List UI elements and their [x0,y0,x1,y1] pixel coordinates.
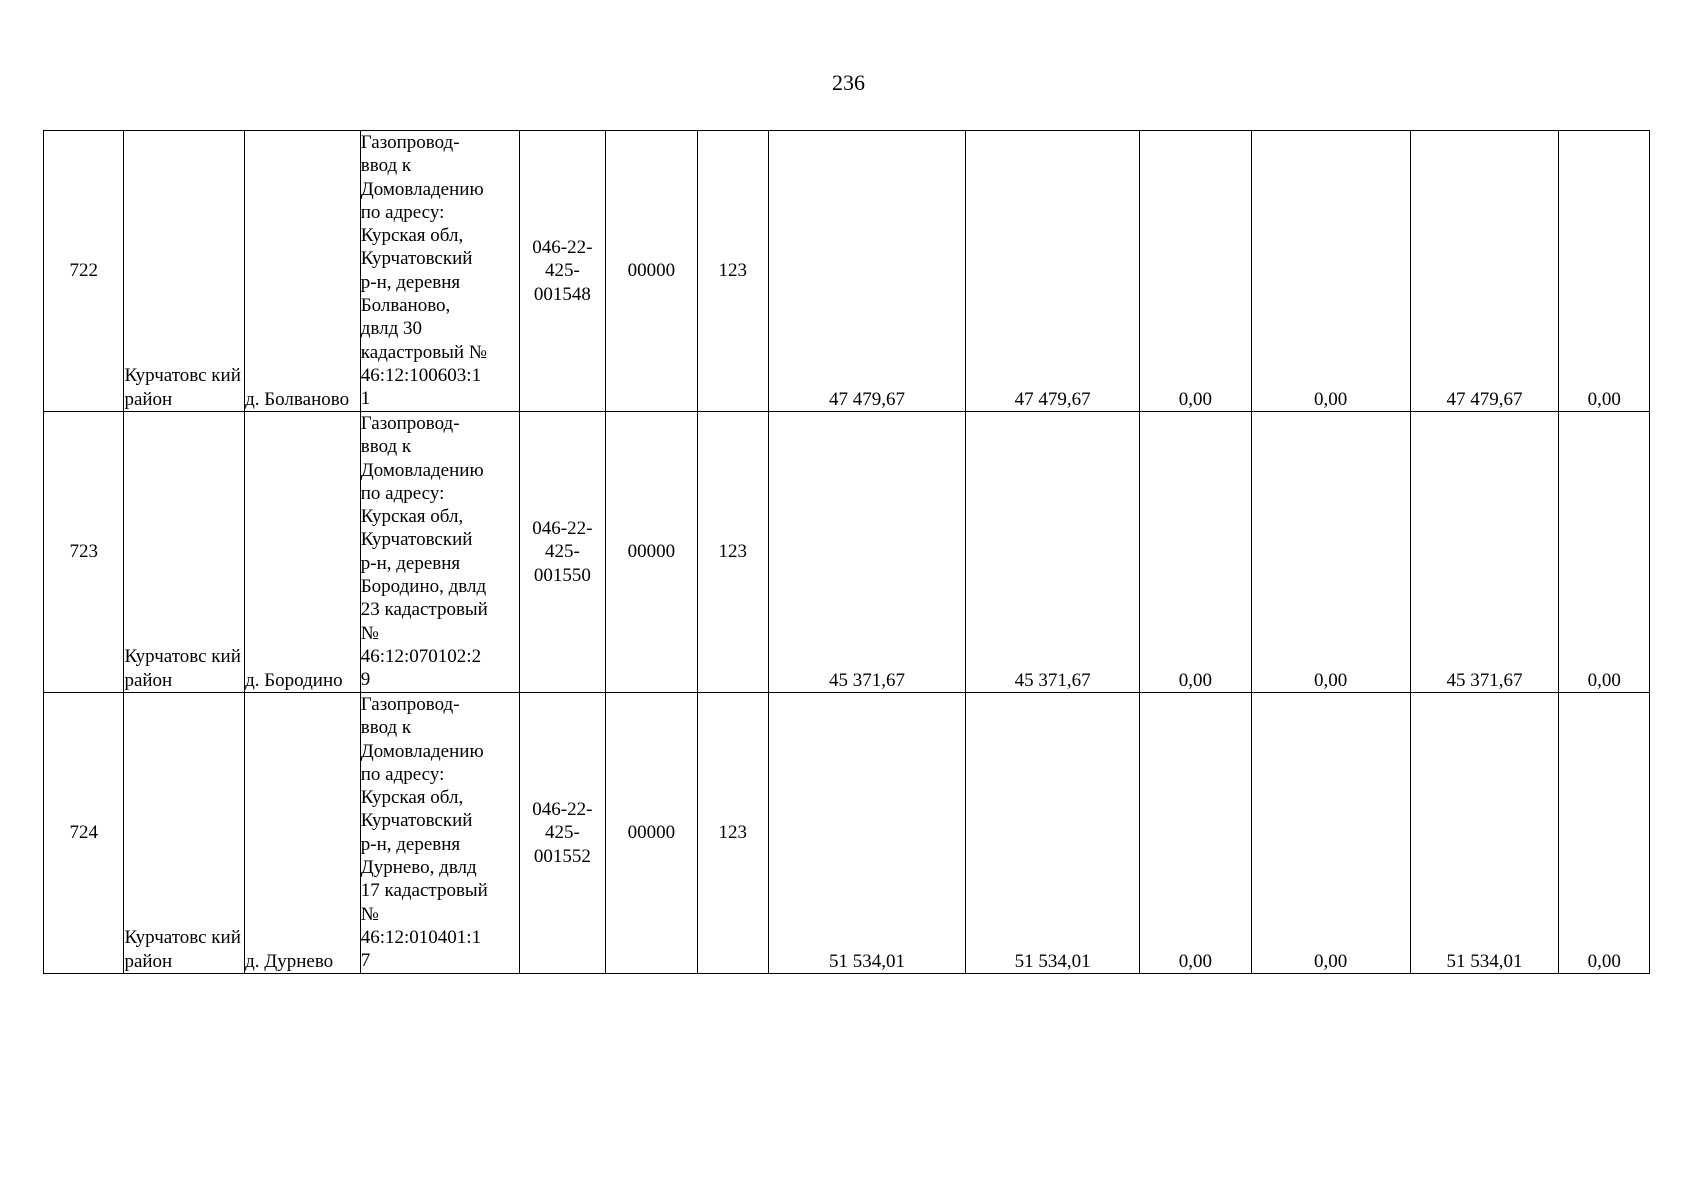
value-cell-5 [1410,693,1559,974]
village-cell-text: д. Дурнево [245,950,334,972]
object-description-line: Бородино, двлд [360,576,487,598]
object-description-line: по адресу: [360,482,445,504]
object-description-line: № [360,903,379,925]
district-cell [124,131,245,412]
value-cell-6 [1559,412,1650,693]
object-description-line: 46:12:100603:1 [360,364,482,386]
object-description-line: ввод к [360,155,412,177]
value-cell-5-text: 51 534,01 [1446,950,1523,972]
object-description-cell [360,131,519,412]
value-cell-2-text: 51 534,01 [1014,950,1091,972]
okof-cell-text: 123 [718,822,748,844]
value-cell-6-text: 0,00 [1587,669,1621,691]
object-description-line: двлд 30 [360,318,423,340]
district-cell-text: Курчатовс кий район [124,927,241,972]
code-cell [606,131,698,412]
value-cell-2-text: 47 479,67 [1014,388,1091,410]
okof-cell [697,412,768,693]
district-cell [124,412,245,693]
object-description-cell [360,693,519,974]
row-number-text: 724 [69,822,98,844]
value-cell-6-text: 0,00 [1587,388,1621,410]
table-row [44,412,1650,693]
value-cell-2 [966,131,1140,412]
inventory-number-cell [519,693,605,974]
okof-cell-text: 123 [718,260,748,282]
value-cell-3 [1140,693,1252,974]
object-description-line: Домовладению [360,740,484,762]
row-number-text: 723 [69,541,98,563]
value-cell-4 [1251,131,1410,412]
row-number [44,693,124,974]
object-description-line: Курская обл, [360,225,464,247]
value-cell-1-text: 45 371,67 [829,669,906,691]
inventory-number-cell-text: 046-22-425-001552 [532,799,593,867]
inventory-number-cell-text: 046-22-425-001550 [532,518,593,586]
code-cell-text: 00000 [627,822,676,844]
object-description-line: р-н, деревня [360,833,461,855]
object-description-line: 9 [360,669,371,691]
object-description-line: Газопровод- [360,413,460,434]
code-cell-text: 00000 [627,260,676,282]
inventory-number-cell-text: 046-22-425-001548 [532,237,593,305]
value-cell-3 [1140,131,1252,412]
object-description-line: 46:12:070102:2 [360,645,482,667]
village-cell-text: д. Бородино [245,669,343,691]
object-description-line: ввод к [360,717,412,739]
value-cell-5-text: 47 479,67 [1446,388,1523,410]
value-cell-2-text: 45 371,67 [1014,669,1091,691]
value-cell-5-text: 45 371,67 [1446,669,1523,691]
value-cell-4-text: 0,00 [1314,388,1348,410]
row-number [44,131,124,412]
okof-cell [697,131,768,412]
object-description-line: по адресу: [360,201,445,223]
object-description-line: Домовладению [360,459,484,481]
code-cell [606,693,698,974]
page-number: 236 [832,70,865,95]
object-description-cell [360,412,519,693]
object-description-line: кадастровый № [360,341,487,363]
value-cell-4 [1251,412,1410,693]
district-cell [124,693,245,974]
object-description-line: р-н, деревня [360,271,461,293]
inventory-number-cell [519,412,605,693]
value-cell-1 [769,131,966,412]
object-description-line: № [360,622,379,644]
object-description-line: 23 кадастровый [360,599,488,621]
village-cell [245,693,361,974]
value-cell-2 [966,412,1140,693]
row-number [44,412,124,693]
table-row [44,131,1650,412]
object-description-line: 17 кадастровый [360,880,488,902]
code-cell-text: 00000 [627,541,676,563]
value-cell-1 [769,693,966,974]
value-cell-6 [1559,131,1650,412]
row-number-text: 722 [69,260,98,282]
object-description-line: ввод к [360,436,412,458]
table-row [44,693,1650,974]
inventory-number-cell [519,131,605,412]
object-description-line: Газопровод- [360,132,460,153]
district-cell-text: Курчатовс кий район [124,365,241,410]
value-cell-3-text: 0,00 [1178,950,1212,972]
object-description-line: Курская обл, [360,787,464,809]
object-description-line: Дурнево, двлд [360,857,477,879]
registry-table [43,130,1650,974]
value-cell-4-text: 0,00 [1314,669,1348,691]
object-description-line: Курская обл, [360,506,464,528]
value-cell-1-text: 47 479,67 [829,388,906,410]
value-cell-3-text: 0,00 [1178,669,1212,691]
value-cell-3-text: 0,00 [1178,388,1212,410]
value-cell-4 [1251,693,1410,974]
value-cell-3 [1140,412,1252,693]
object-description-line: 46:12:010401:1 [360,926,482,948]
okof-cell [697,693,768,974]
okof-cell-text: 123 [718,541,748,563]
value-cell-6 [1559,693,1650,974]
value-cell-5 [1410,131,1559,412]
village-cell-text: д. Болваново [245,388,350,410]
village-cell [245,131,361,412]
object-description-line: Курчатовский [360,810,473,832]
object-description-line: 7 [360,950,371,972]
object-description-line: Газопровод- [360,694,460,715]
value-cell-2 [966,693,1140,974]
value-cell-1 [769,412,966,693]
object-description-line: Курчатовский [360,248,473,270]
value-cell-6-text: 0,00 [1587,950,1621,972]
value-cell-4-text: 0,00 [1314,950,1348,972]
object-description-line: по адресу: [360,763,445,785]
object-description-line: р-н, деревня [360,552,461,574]
object-description-line: 1 [360,388,371,410]
value-cell-5 [1410,412,1559,693]
registry-body [44,131,1650,974]
object-description-line: Домовладению [360,178,484,200]
object-description-line: Болваново, [360,295,451,317]
value-cell-1-text: 51 534,01 [829,950,906,972]
district-cell-text: Курчатовс кий район [124,646,241,691]
village-cell [245,412,361,693]
code-cell [606,412,698,693]
object-description-line: Курчатовский [360,529,473,551]
